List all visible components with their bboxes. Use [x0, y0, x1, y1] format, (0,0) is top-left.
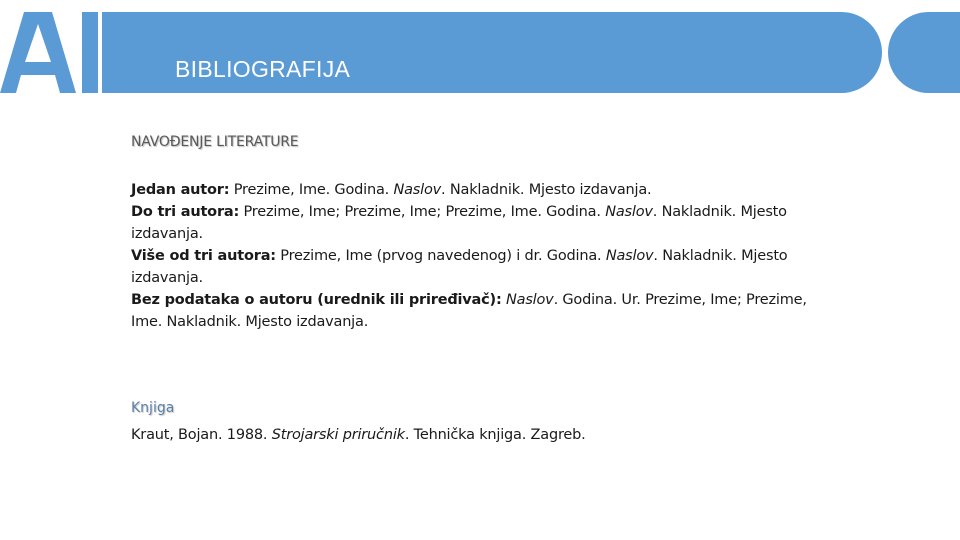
rule-label: Više od tri autora:	[131, 248, 276, 264]
rule-text: . Godina. Ur. Prezime, Ime; Prezime, Ime. Nakladnik. Mjesto izdavanja.	[131, 292, 807, 330]
rule-italic-title: Naslov	[605, 204, 653, 220]
rule-more-than-three-authors	[131, 245, 821, 289]
rule-label: Bez podataka o autoru (urednik ili priređivač):	[131, 292, 502, 308]
rule-text: Prezime, Ime. Godina.	[229, 182, 394, 198]
rule-up-to-three-authors	[131, 201, 821, 245]
logo-letter-i	[82, 12, 98, 93]
rule-text: Prezime, Ime (prvog navedenog) i dr. Godina.	[275, 248, 606, 264]
rule-italic-title: Naslov	[605, 248, 654, 264]
example-italic-title: Strojarski priručnik	[271, 427, 405, 443]
example-heading: Knjiga	[131, 400, 175, 416]
rule-text: Prezime, Ime; Prezime, Ime; Prezime, Ime. Godina.	[239, 204, 606, 220]
header-banner-end	[888, 12, 960, 93]
example-text: . Tehnička knjiga. Zagreb.	[404, 427, 586, 443]
citation-rules	[131, 179, 821, 333]
rule-label: Jedan autor:	[131, 182, 230, 198]
example-text: Kraut, Bojan. 1988.	[131, 427, 272, 443]
rule-italic-title: Naslov	[393, 182, 442, 198]
page-title: BIBLIOGRAFIJA	[175, 56, 351, 82]
section-heading: NAVOĐENJE LITERATURE	[131, 134, 299, 150]
rule-single-author	[131, 179, 821, 201]
rule-label: Do tri autora:	[131, 204, 240, 220]
rule-text: . Nakladnik. Mjesto izdavanja.	[131, 248, 788, 286]
rule-no-author	[131, 289, 821, 333]
rule-italic-title: Naslov	[505, 292, 554, 308]
example-citation	[131, 427, 586, 443]
rule-text: . Nakladnik. Mjesto izdavanja.	[131, 204, 787, 242]
rule-text: . Nakladnik. Mjesto izdavanja.	[441, 182, 652, 198]
